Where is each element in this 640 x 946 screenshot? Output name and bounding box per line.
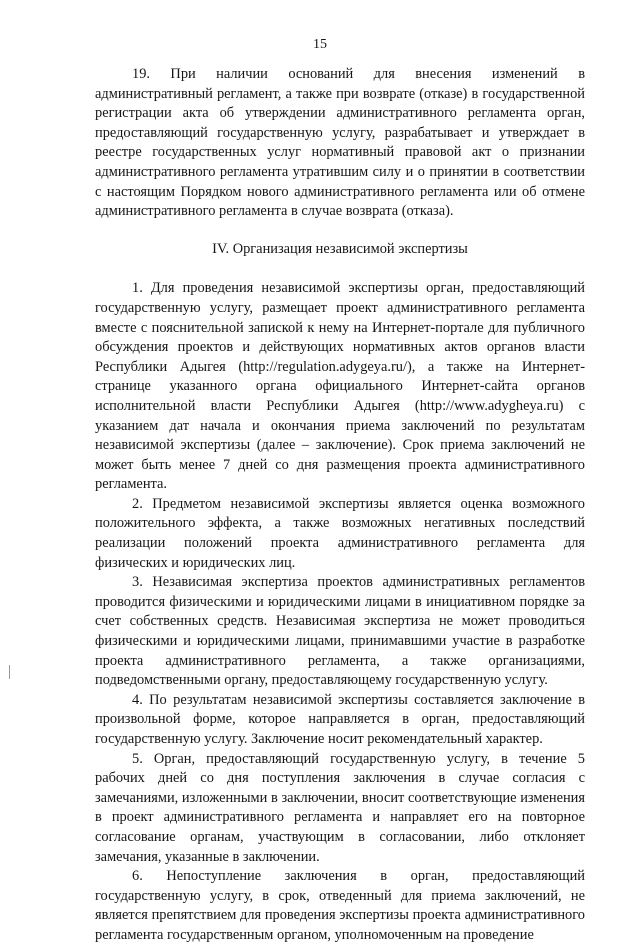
section-heading: IV. Организация независимой экспертизы xyxy=(212,240,468,257)
margin-scan-mark xyxy=(9,665,10,679)
page-number: 15 xyxy=(313,37,327,52)
paragraph-4: 4. По результатам независимой экспертизы составляется заключение в произвольной форме, которое направляется в орган, предоставляющий государственную услугу. Заключение носит рекомендательный характер. xyxy=(95,691,585,747)
paragraph-19: 19. При наличии оснований для внесения изменений в административный регламент, а также при возврате (отказе) в государственной регистрации акта об утверждении административного регламента орган, предоставляющий государственную услугу, разрабатывает и утверждает в реестре государственных услуг нормативный правовой акт о признании административного регламента утратившим силу и о принятии в соответствии с настоящим Порядком нового административного регламента или об отмене административного регламента в случае возврата (отказа). xyxy=(95,66,585,220)
document-body xyxy=(95,65,585,946)
paragraph-3: 3. Независимая экспертиза проектов административных регламентов проводится физическими и юридическими лицами в инициативном порядке за счет собственных средств. Независимая экспертиза не может проводиться физическими и юридическими лицами, принимавшими участие в разработке проекта административного регламента, а также организациями, подведомственными органу, предоставляющему государственную услугу. xyxy=(95,574,585,689)
paragraph-2: 2. Предметом независимой экспертизы является оценка возможного положительного эффекта, а также возможных негативных последствий реализации положений проекта административного регламента для физических и юридических лиц. xyxy=(95,495,585,571)
paragraph-1: 1. Для проведения независимой экспертизы орган, предоставляющий государственную услугу, размещает проект административного регламента вместе с пояснительной запиской к нему на Интернет-портале для публичного обсуждения проектов и действующих нормативных актов органов власти Республики Адыгея (http://regulation.adygeya.ru/), а также на Интернет-странице указанного органа официального Интернет-сайта органов исполнительной власти Республики Адыгея (http://www.adygheya.ru) с указанием дат начала и окончания приема заключений по результатам независимой экспертизы (далее – заключение). Срок приема заключений не может быть менее 7 дней со дня размещения проекта административного регламента. xyxy=(95,280,585,493)
paragraph-6: 6. Непоступление заключения в орган, предоставляющий государственную услугу, в срок, отведенный для приема заключений, не является препятствием для проведения экспертизы проекта административного регламента государственным органом, уполномоченным на проведение xyxy=(95,868,585,943)
paragraph-5: 5. Орган, предоставляющий государственную услугу, в течение 5 рабочих дней со дня поступления заключения в случае согласия с замечаниями, изложенными в заключении, вносит соответствующие изменения в проект административного регламента и направляет его на повторное согласование органам, участвующим в согласовании, либо отклоняет замечания, указанные в заключении. xyxy=(95,750,585,865)
